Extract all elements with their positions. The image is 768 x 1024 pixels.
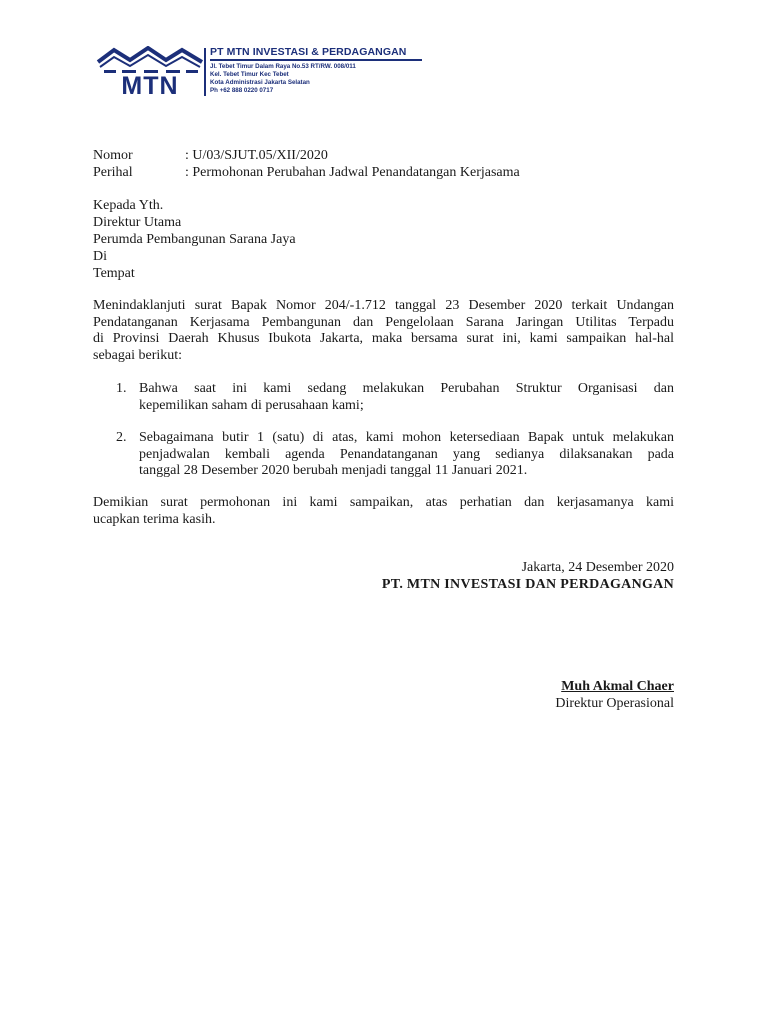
place-date: Jakarta, 24 Desember 2020 [521, 560, 674, 575]
recipient-title: Direktur Utama [93, 215, 182, 230]
recipient-place: Tempat [93, 266, 135, 281]
address-line: Kel. Tebet Timur Kec Tebet [210, 71, 289, 78]
point-text [139, 430, 674, 480]
logo-text: MTN [121, 72, 179, 96]
intro-line: Pendatanganan Kerjasama Pembangunan dan Pengelolaan Sarana Jaringan Utilitas Terpadu [93, 314, 674, 330]
perihal-label: Perihal [93, 165, 133, 180]
closing-line: Demikian surat permohonan ini kami sampaikan, atas perhatian dan kerjasamanya kami [93, 495, 674, 510]
intro-paragraph [93, 298, 674, 364]
recipient-di: Di [93, 249, 107, 264]
letterhead [96, 46, 426, 98]
signatory-company: PT. MTN INVESTASI DAN PERDAGANGAN [381, 577, 674, 592]
company-name-rule [210, 59, 422, 61]
company-info [210, 47, 426, 95]
company-name: PT MTN INVESTASI & PERDAGANGAN [210, 46, 407, 58]
letterhead-divider [204, 48, 206, 96]
address-line: Ph +62 888 0220 0717 [210, 87, 274, 94]
nomor-value: : U/03/SJUT.05/XII/2020 [185, 148, 328, 163]
point-line: penjadwalan kembali agenda Penandatanganan yang sedianya dilaksanakan pada [139, 446, 674, 462]
recipient-greeting: Kepada Yth. [93, 198, 164, 213]
point-line: Bahwa saat ini kami sedang melakukan Perubahan Struktur Organisasi dan [139, 381, 674, 396]
signatory-title: Direktur Operasional [555, 696, 674, 711]
point-number: 1. [116, 381, 127, 396]
nomor-label: Nomor [93, 148, 133, 163]
point-line: kepemilikan saham di perusahaan kami; [139, 397, 364, 413]
perihal-value: : Permohonan Perubahan Jadwal Penandatangan Kerjasama [185, 165, 520, 180]
intro-line: di Provinsi Daerah Khusus Ibukota Jakarta, maka bersama surat ini, kami sampaikan hal-hal [93, 331, 674, 346]
point-line: tanggal 28 Desember 2020 berubah menjadi tanggal 11 Januari 2021. [139, 463, 528, 478]
intro-line: Menindaklanjuti surat Bapak Nomor 204/-1.712 tanggal 23 Desember 2020 terkait Undangan [93, 298, 674, 313]
company-logo [96, 46, 204, 96]
address-line: Kota Administrasi Jakarta Selatan [210, 79, 310, 86]
recipient-organization: Perumda Pembangunan Sarana Jaya [93, 232, 296, 247]
point-text [139, 381, 674, 414]
address-line: Jl. Tebet Timur Dalam Raya No.53 RT/RW. 008/011 [210, 63, 356, 70]
intro-line: sebagai berikut: [93, 347, 183, 363]
point-number: 2. [116, 430, 127, 445]
closing-line: ucapkan terima kasih. [93, 511, 216, 527]
closing-paragraph [93, 495, 674, 528]
signatory-name: Muh Akmal Chaer [561, 679, 674, 694]
point-line: Sebagaimana butir 1 (satu) di atas, kami mohon ketersediaan Bapak untuk melakukan [139, 430, 674, 445]
